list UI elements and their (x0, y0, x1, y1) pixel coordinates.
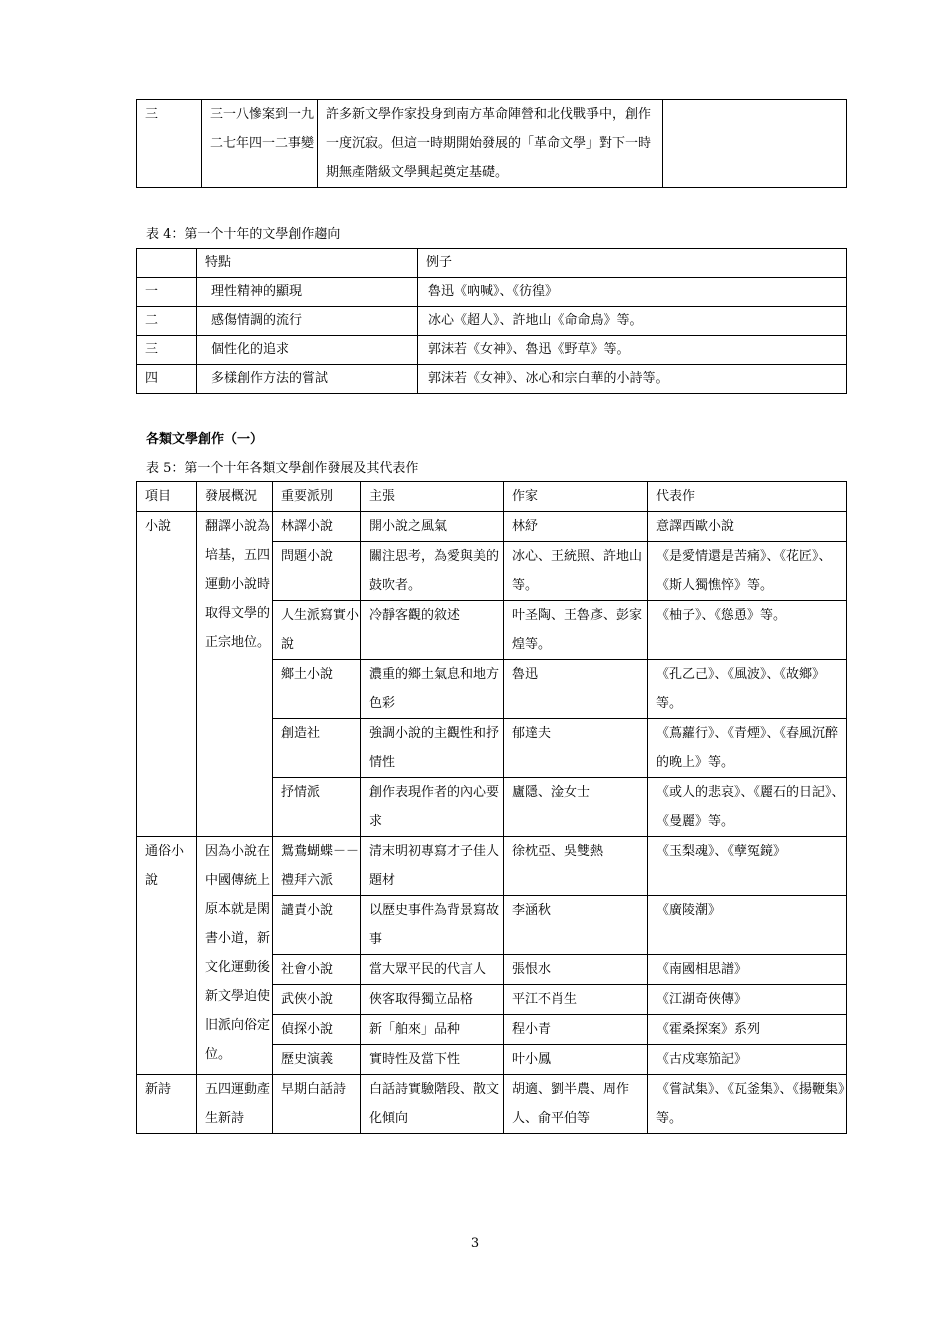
table-cell: 林譯小說 (273, 512, 361, 542)
table-cell: 譴責小說 (273, 896, 361, 955)
table-cell: 《南國相思譜》 (648, 955, 847, 985)
table-cell: 人生派寫實小說 (273, 601, 361, 660)
table-cell: 林紓 (504, 512, 648, 542)
table-cell: 問題小說 (273, 542, 361, 601)
table-row (137, 365, 847, 394)
table-cell: 創作表現作者的內心要求 (361, 778, 504, 837)
table-cell: 張恨水 (504, 955, 648, 985)
table-row (137, 512, 847, 542)
table-cell: 小說 (137, 512, 197, 837)
table-cell: 魯迅《吶喊》、《彷徨》 (418, 278, 847, 307)
table-cell: 《江湖奇俠傳》 (648, 985, 847, 1015)
table-cell: 《霍桑探案》系列 (648, 1015, 847, 1045)
table-cell: 三一八慘案到一九二七年四一二事變 (202, 100, 318, 188)
table-cell: 《古戍寒笳記》 (648, 1045, 847, 1075)
table-cell: 魯迅 (504, 660, 648, 719)
table-cell: 冰心、王統照、許地山等。 (504, 542, 648, 601)
table-header-row (137, 249, 847, 278)
column-header: 例子 (418, 249, 847, 278)
table-cell: 通俗小說 (137, 837, 197, 1075)
table-cell: 四 (137, 365, 197, 394)
table-cell: 冷靜客觀的敘述 (361, 601, 504, 660)
table-row (137, 336, 847, 365)
table-cell: 新詩 (137, 1075, 197, 1134)
table-cell: 俠客取得獨立品格 (361, 985, 504, 1015)
table-5-caption: 表 5：第一个十年各類文學創作發展及其代表作 (146, 461, 419, 476)
table-cell: 《或人的悲哀》、《麗石的日記》、《曼麗》等。 (648, 778, 847, 837)
table-cell: 以歷史事件為背景寫故事 (361, 896, 504, 955)
table-cell: 社會小說 (273, 955, 361, 985)
table-cell: 《蔦蘿行》、《青煙》、《春風沉醉的晚上》等。 (648, 719, 847, 778)
table-cell: 一 (137, 278, 197, 307)
table-cell: 李涵秋 (504, 896, 648, 955)
table-cell: 冰心《超人》、許地山《命命鳥》等。 (418, 307, 847, 336)
table-cell: 郭沫若《女神》、魯迅《野草》等。 (418, 336, 847, 365)
column-header: 作家 (504, 482, 648, 512)
table-cell: 徐枕亞、吳雙熱 (504, 837, 648, 896)
table-cell: 郭沫若《女神》、冰心和宗白華的小詩等。 (418, 365, 847, 394)
table-cell: 武俠小說 (273, 985, 361, 1015)
table-4-caption: 表 4：第一个十年的文學創作趨向 (146, 227, 341, 242)
table-row (137, 278, 847, 307)
column-header: 主張 (361, 482, 504, 512)
table-cell: 關注思考，為愛與美的鼓吹者。 (361, 542, 504, 601)
table-cell: 當大眾平民的代言人 (361, 955, 504, 985)
table-cell: 平江不肖生 (504, 985, 648, 1015)
table-cell: 《孔乙己》、《風波》、《故鄉》等。 (648, 660, 847, 719)
table-cell: 鴛鴦蝴蝶－－禮拜六派 (273, 837, 361, 896)
table-cell: 程小青 (504, 1015, 648, 1045)
table-cell: 實時性及當下性 (361, 1045, 504, 1075)
table-cell: 清末明初專寫才子佳人題材 (361, 837, 504, 896)
table-cell: 叶圣陶、王魯彥、彭家煌等。 (504, 601, 648, 660)
table-row (137, 837, 847, 896)
table-header-row (137, 482, 847, 512)
table-cell: 三 (137, 336, 197, 365)
table-cell: 新「舶來」品种 (361, 1015, 504, 1045)
table-cell: 早期白話詩 (273, 1075, 361, 1134)
table-cell: 郁達夫 (504, 719, 648, 778)
table-cell: 個性化的追求 (197, 336, 418, 365)
table-cell: 濃重的鄉土氣息和地方色彩 (361, 660, 504, 719)
table-5 (136, 481, 847, 1134)
table-cell: 多樣創作方法的嘗試 (197, 365, 418, 394)
table-cell: 《廣陵潮》 (648, 896, 847, 955)
table-cell: 《玉梨魂》、《孽冤鏡》 (648, 837, 847, 896)
table-cell: 二 (137, 307, 197, 336)
table-cell: 廬隱、淦女士 (504, 778, 648, 837)
table-cell: 《是愛情還是苦痛》、《花匠》、《斯人獨憔悴》等。 (648, 542, 847, 601)
table-cell: 因為小說在中國傳統上原本就是閑書小道，新文化運動後新文學迫使旧派向俗定位。 (197, 837, 273, 1075)
column-header: 特點 (197, 249, 418, 278)
table-cell: 叶小鳳 (504, 1045, 648, 1075)
table-cell: 偵探小說 (273, 1015, 361, 1045)
table-3-fragment (136, 99, 847, 188)
column-header: 代表作 (648, 482, 847, 512)
table-row (137, 307, 847, 336)
table-cell: 理性精神的顯現 (197, 278, 418, 307)
table-cell: 許多新文學作家投身到南方革命陣營和北伐戰爭中，創作一度沉寂。但這一時期開始發展的「革命文學」對下一時期無產階級文學興起奠定基礎。 (318, 100, 663, 188)
table-row (137, 1075, 847, 1134)
table-cell: 強調小說的主觀性和抒情性 (361, 719, 504, 778)
table-cell: 抒情派 (273, 778, 361, 837)
table-cell: 《嘗試集》、《瓦釜集》、《揚鞭集》等。 (648, 1075, 847, 1134)
table-4 (136, 248, 847, 394)
table-cell: 創造社 (273, 719, 361, 778)
table-row (137, 100, 847, 188)
column-header: 項目 (137, 482, 197, 512)
table-cell: 鄉土小說 (273, 660, 361, 719)
page-number: 3 (470, 1236, 480, 1251)
table-cell: 意譯西歐小說 (648, 512, 847, 542)
table-cell: 開小說之風氣 (361, 512, 504, 542)
column-header (137, 249, 197, 278)
table-cell: 三 (137, 100, 202, 188)
table-cell: 歷史演義 (273, 1045, 361, 1075)
table-cell: 《柚子》、《慫恿》等。 (648, 601, 847, 660)
table-cell: 翻譯小說為培基，五四運動小說時取得文學的正宗地位。 (197, 512, 273, 837)
section-title: 各類文學創作（一） (146, 432, 264, 447)
table-cell: 感傷情調的流行 (197, 307, 418, 336)
table-cell: 胡適、劉半農、周作人、俞平伯等 (504, 1075, 648, 1134)
table-cell: 白話詩實驗階段、散文化傾向 (361, 1075, 504, 1134)
column-header: 重要派別 (273, 482, 361, 512)
table-cell: 五四運動產生新詩 (197, 1075, 273, 1134)
table-cell (663, 100, 847, 188)
column-header: 發展概況 (197, 482, 273, 512)
